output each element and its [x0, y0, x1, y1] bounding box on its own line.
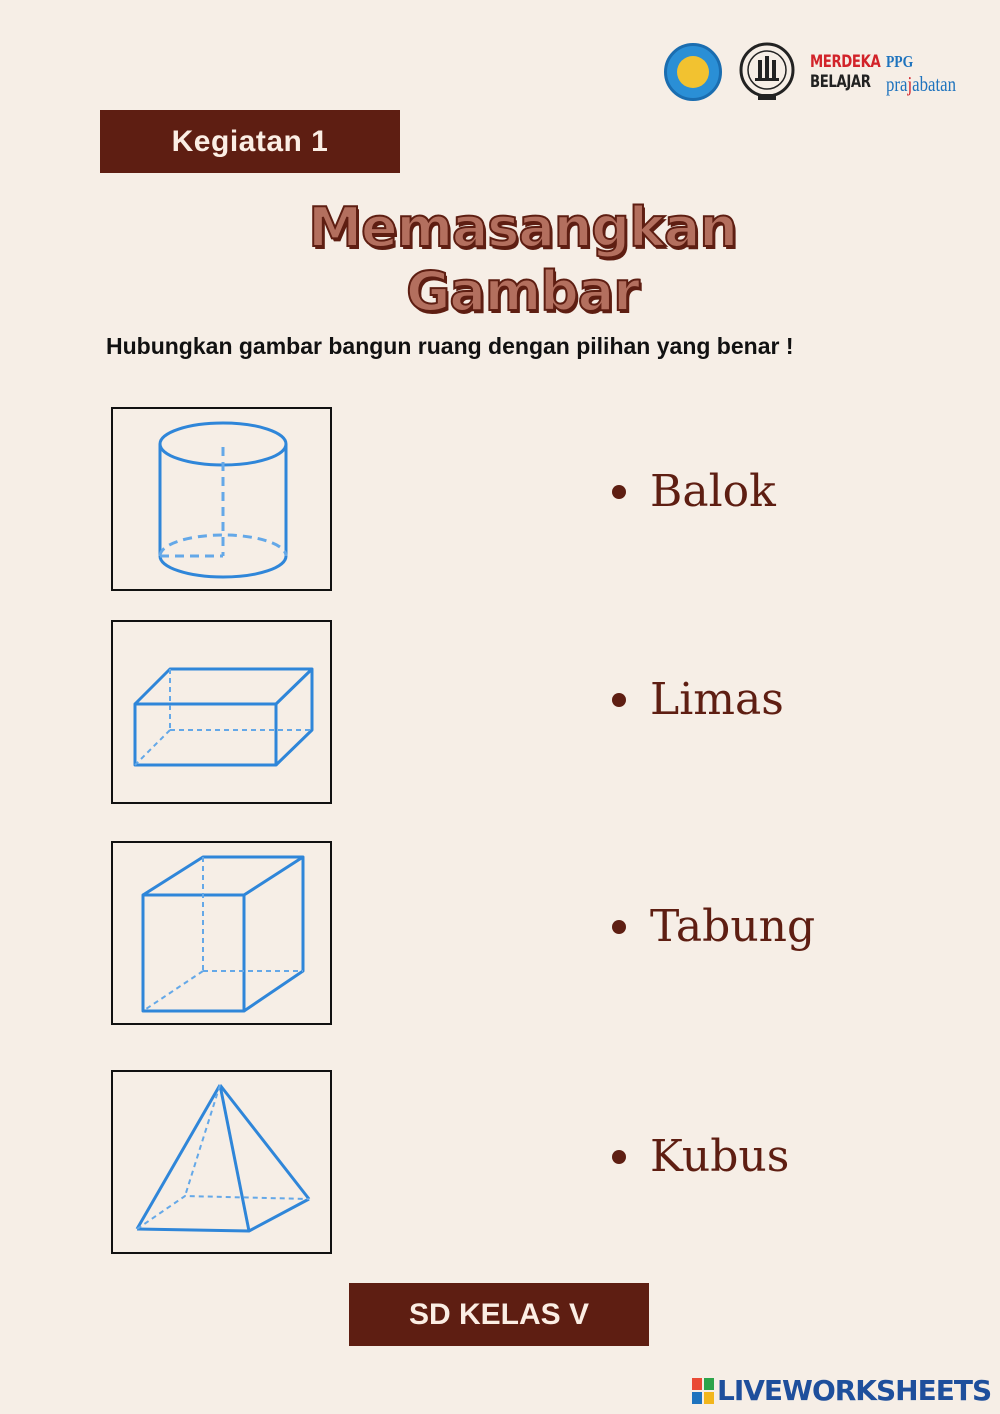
liveworksheets-icon — [692, 1378, 714, 1404]
instruction-text: Hubungkan gambar bangun ruang dengan pilihan yang benar ! — [106, 333, 794, 359]
watermark-text: LIVEWORKSHEETS — [717, 1374, 992, 1407]
option-limas[interactable] — [612, 674, 784, 725]
grade-banner: SD KELAS V — [349, 1283, 649, 1346]
activity-banner: Kegiatan 1 — [100, 110, 400, 173]
ppg-prajabatan-logo: PPG prajabatan — [886, 52, 956, 96]
shape-card-cylinder[interactable] — [111, 407, 332, 591]
option-label: Tabung — [650, 901, 816, 952]
bullet-icon — [612, 1150, 626, 1164]
liveworksheets-watermark — [692, 1374, 991, 1407]
option-balok[interactable] — [612, 466, 776, 517]
option-tabung[interactable] — [612, 901, 815, 952]
title-line-2: Gambar — [406, 260, 639, 323]
cylinder-icon — [113, 409, 334, 593]
option-label: Limas — [650, 674, 784, 725]
bullet-icon — [612, 485, 626, 499]
pyramid-icon — [113, 1072, 334, 1256]
page-title — [250, 196, 795, 324]
kemendikbud-logo-icon — [664, 43, 722, 101]
option-label: Kubus — [650, 1131, 790, 1182]
shape-card-pyramid[interactable] — [111, 1070, 332, 1254]
option-label: Balok — [650, 466, 776, 517]
shape-card-cuboid[interactable] — [111, 620, 332, 804]
cuboid-icon — [113, 622, 334, 806]
title-line-1: Memasangkan — [308, 196, 737, 259]
option-kubus[interactable] — [612, 1131, 789, 1182]
cube-icon — [113, 843, 334, 1027]
unm-logo-icon — [738, 40, 796, 104]
logo-bar — [660, 40, 960, 110]
shape-card-cube[interactable] — [111, 841, 332, 1025]
bullet-icon — [612, 693, 626, 707]
merdeka-belajar-logo: MERDEKA BELAJAR — [810, 52, 881, 92]
bullet-icon — [612, 920, 626, 934]
